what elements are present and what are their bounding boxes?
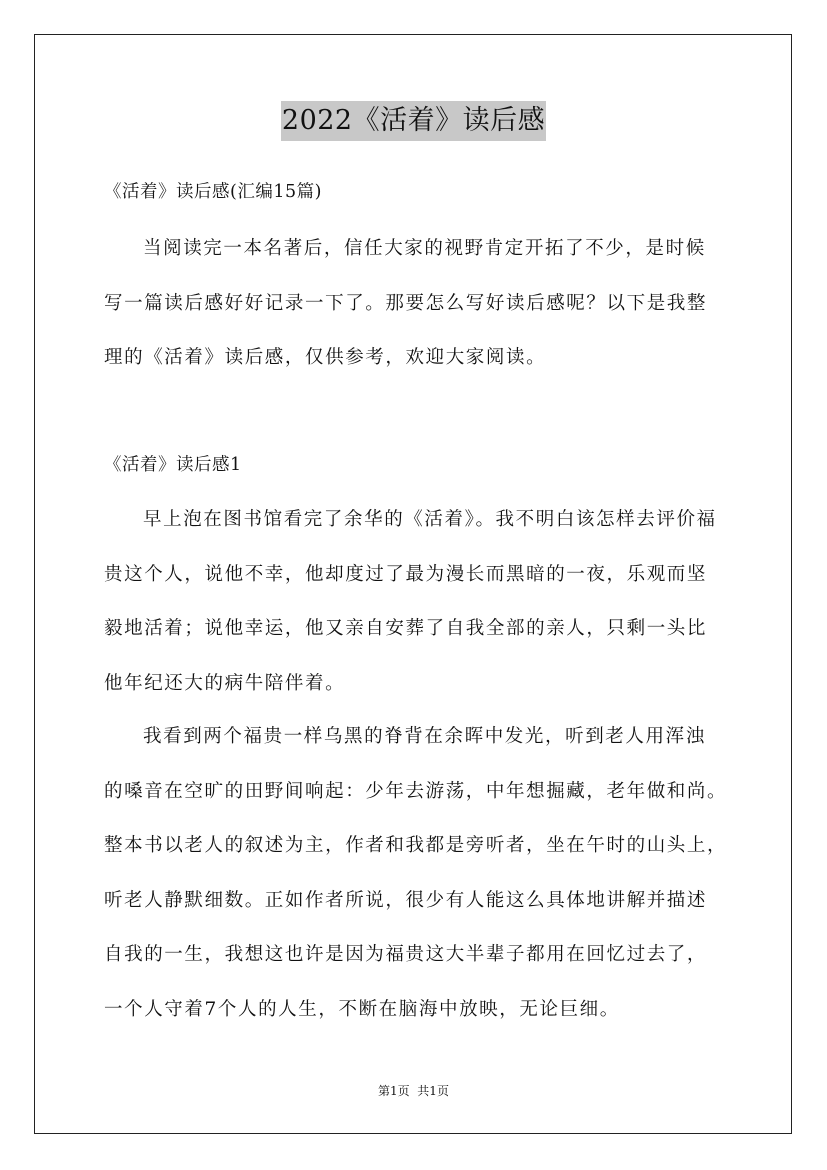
title-container	[0, 101, 827, 141]
intro-line: 理的《活着》读后感，仅供参考，欢迎大家阅读。	[104, 347, 547, 368]
intro-paragraph	[104, 222, 754, 386]
paragraph-line: 听老人静默细数。正如作者所说，很少有人能这么具体地讲解并描述	[104, 889, 708, 911]
paragraph-line: 的嗓音在空旷的田野间响起：少年去游荡，中年想掘藏，老年做和尚。	[104, 780, 728, 802]
paragraph-line: 毅地活着；说他幸运，他又亲自安葬了自我全部的亲人，只剩一头比	[104, 618, 708, 639]
paragraph-line: 我看到两个福贵一样乌黑的脊背在余晖中发光，听到老人用浑浊	[143, 726, 706, 747]
paragraph-line: 早上泡在图书馆看完了余华的《活着》。我不明白该怎样去评价福	[143, 509, 717, 530]
paragraph-line: 贵这个人，说他不幸，他却度过了最为漫长而黑暗的一夜，乐观而坚	[104, 563, 708, 585]
intro-line: 写一篇读后感好好记录一下了。那要怎么写好读后感呢？以下是我整	[104, 292, 708, 314]
paragraph-line: 一个人守着7个人的人生，不断在脑海中放映，无论巨细。	[104, 998, 620, 1020]
paragraph-line: 自我的一生，我想这也许是因为福贵这大半辈子都用在回忆过去了，	[104, 944, 708, 965]
page-footer: 第1页 共1页	[378, 1084, 449, 1098]
paragraph-1	[104, 493, 754, 711]
document-subtitle: 《活着》读后感(汇编15篇)	[104, 182, 322, 202]
paragraph-2	[104, 710, 754, 1037]
intro-line: 当阅读完一本名著后，信任大家的视野肯定开拓了不少，是时候	[143, 238, 706, 259]
paragraph-line: 整本书以老人的叙述为主，作者和我都是旁听者，坐在午时的山头上，	[104, 835, 728, 856]
document-title: 2022《活着》读后感	[281, 101, 546, 141]
section-heading: 《活着》读后感1	[104, 455, 242, 475]
paragraph-line: 他年纪还大的病牛陪伴着。	[104, 672, 346, 694]
